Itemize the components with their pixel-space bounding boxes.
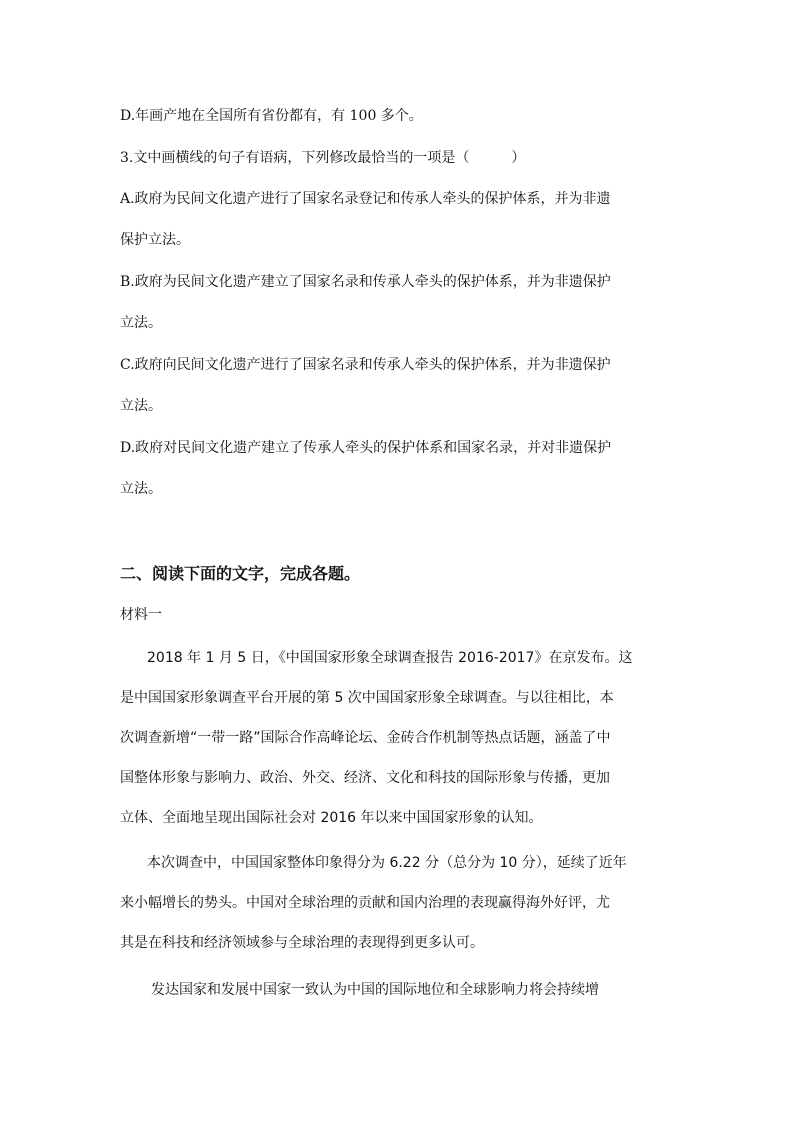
option-a-line-2: 保护立法。 xyxy=(120,232,190,248)
paragraph-1-line-5: 立体、全面地呈现出国际社会对 2016 年以来中国国家形象的认知。 xyxy=(120,810,543,826)
paragraph-1-line-3: 次调查新增“一带一路”国际合作高峰论坛、金砖合作机制等热点话题，涵盖了中 xyxy=(120,730,611,746)
material-label: 材料一 xyxy=(120,607,162,623)
paragraph-1-line-2: 是中国国家形象调查平台开展的第 5 次中国国家形象全球调查。与以往相比，本 xyxy=(120,690,614,706)
option-c-line-1: C.政府向民间文化遗产进行了国家名录和传承人牵头的保护体系，并为非遗保护 xyxy=(120,357,611,373)
paragraph-2-line-3: 其是在科技和经济领域参与全球治理的表现得到更多认可。 xyxy=(120,935,484,951)
paragraph-3-line-1: 发达国家和发展中国家一致认为中国的国际地位和全球影响力将会持续增 xyxy=(151,982,599,998)
paragraph-2-line-1: 本次调查中，中国国家整体印象得分为 6.22 分（总分为 10 分），延续了近年 xyxy=(147,855,627,871)
option-d-line-1: D.政府对民间文化遗产建立了传承人牵头的保护体系和国家名录，并对非遗保护 xyxy=(120,440,612,456)
paragraph-2-line-2: 来小幅增长的势头。中国对全球治理的贡献和国内治理的表现赢得海外好评，尤 xyxy=(120,895,610,911)
option-c-line-2: 立法。 xyxy=(120,398,162,414)
question-3-stem: 3.文中画横线的句子有语病，下列修改最恰当的一项是（ ） xyxy=(120,150,526,166)
option-d-previous-question: D.年画产地在全国所有省份都有，有 100 多个。 xyxy=(120,108,423,124)
option-b-line-1: B.政府为民间文化遗产建立了国家名录和传承人牵头的保护体系，并为非遗保护 xyxy=(120,274,611,290)
option-b-line-2: 立法。 xyxy=(120,315,162,331)
paragraph-1-line-1: 2018 年 1 月 5 日，《中国国家形象全球调查报告 2016-2017》在京发布。这 xyxy=(147,650,633,666)
section-heading: 二、阅读下面的文字，完成各题。 xyxy=(120,564,361,583)
option-d-line-2: 立法。 xyxy=(120,481,162,497)
option-a-line-1: A.政府为民间文化遗产进行了国家名录登记和传承人牵头的保护体系，并为非遗 xyxy=(120,191,611,207)
paragraph-1-line-4: 国整体形象与影响力、政治、外交、经济、文化和科技的国际形象与传播，更加 xyxy=(120,770,610,786)
